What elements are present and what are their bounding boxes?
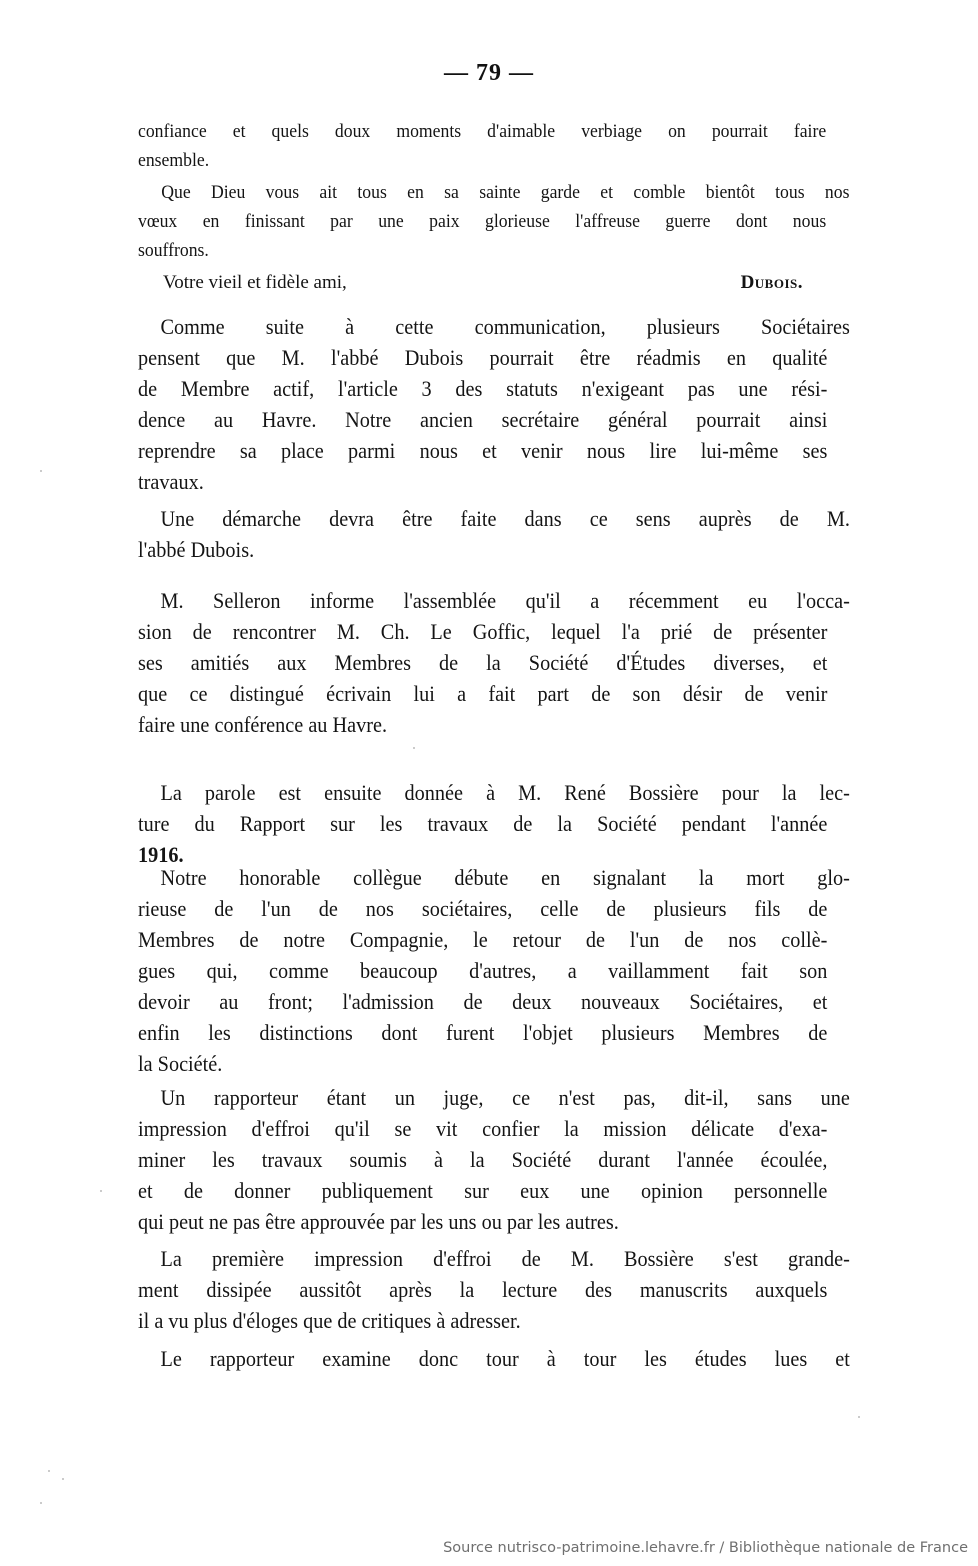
text-line: Notre honorable collègue débute en signalant la mort glo-: [160, 865, 850, 890]
text-line: dence au Havre. Notre ancien secrétaire général pourrait ainsi: [138, 407, 828, 432]
text-line: devoir au front; l'admission de deux nouveaux Sociétaires, et: [138, 989, 828, 1014]
text-line: ture du Rapport sur les travaux de la Société pendant l'année: [138, 811, 828, 836]
text-line: Un rapporteur étant un juge, ce n'est pas, dit-il, sans une: [160, 1085, 850, 1110]
scan-speck: [413, 747, 415, 749]
paragraph: [138, 777, 850, 870]
page-number: — 79 —: [444, 60, 534, 86]
scan-speck: [62, 1478, 64, 1480]
text-line: faire une conférence au Havre.: [138, 712, 388, 737]
paragraph: [138, 1343, 850, 1374]
text-line: 1916.: [138, 842, 184, 867]
paragraph: [138, 862, 850, 1079]
text-line: Comme suite à cette communication, plusieurs Sociétaires: [160, 314, 850, 339]
scan-speck: [40, 1502, 42, 1504]
source-credit: Source nutrisco-patrimoine.lehavre.fr / Bibliothèque nationale de France: [443, 1540, 968, 1556]
text-line: Le rapporteur examine donc tour à tour les études lues et: [160, 1346, 850, 1371]
text-line: de Membre actif, l'article 3 des statuts n'exigeant pas une rési-: [138, 376, 828, 401]
text-line: reprendre sa place parmi nous et venir nous lire lui-même ses: [138, 438, 828, 463]
scan-speck: [858, 1416, 860, 1418]
letter-line: Que Dieu vous ait tous en sa sainte garde et comble bientôt tous nos: [161, 182, 850, 203]
text-line: Une démarche devra être faite dans ce sens auprès de M.: [160, 506, 850, 531]
text-line: impression d'effroi qu'il se vit confier la mission délicate d'exa-: [138, 1116, 828, 1141]
text-line: enfin les distinctions dont furent l'objet plusieurs Membres de: [138, 1020, 828, 1045]
paragraph: [138, 1082, 850, 1237]
text-line: pensent que M. l'abbé Dubois pourrait être réadmis en qualité: [138, 345, 828, 370]
paragraph: [138, 585, 850, 740]
text-line: miner les travaux soumis à la Société durant l'année écoulée,: [138, 1147, 828, 1172]
letter-signoff: [163, 268, 803, 297]
letter-closing: Votre vieil et fidèle ami,: [163, 272, 347, 293]
letter-excerpt: [138, 117, 850, 265]
text-line: il a vu plus d'éloges que de critiques à adresser.: [138, 1308, 521, 1333]
paragraph: [138, 503, 850, 565]
text-line: ses amitiés aux Membres de la Société d'Études diverses, et: [138, 650, 828, 675]
text-line: rieuse de l'un de nos sociétaires, celle de plusieurs fils de: [138, 896, 828, 921]
text-line: gues qui, comme beaucoup d'autres, a vaillamment fait son: [138, 958, 828, 983]
letter-line: vœux en finissant par une paix glorieuse l'affreuse guerre dont nous: [138, 211, 827, 232]
text-line: et de donner publiquement sur eux une opinion personnelle: [138, 1178, 828, 1203]
paragraph: [138, 1243, 850, 1336]
letter-line: souffrons.: [138, 240, 209, 261]
text-line: La parole est ensuite donnée à M. René Bossière pour la lec-: [160, 780, 850, 805]
text-line: ment dissipée aussitôt après la lecture des manuscrits auxquels: [138, 1277, 828, 1302]
text-line: Membres de notre Compagnie, le retour de l'un de nos collè-: [138, 927, 828, 952]
letter-line: confiance et quels doux moments d'aimable verbiage on pourrait faire: [138, 121, 827, 142]
letter-signature: Dubois.: [740, 272, 803, 293]
paragraph: [138, 311, 850, 497]
text-line: l'abbé Dubois.: [138, 537, 255, 562]
scan-speck: [100, 1190, 102, 1192]
text-line: La première impression d'effroi de M. Bossière s'est grande-: [160, 1246, 850, 1271]
text-line: la Société.: [138, 1051, 223, 1076]
scan-speck: [48, 1470, 50, 1472]
text-line: sion de rencontrer M. Ch. Le Goffic, lequel l'a prié de présenter: [138, 619, 828, 644]
letter-line: ensemble.: [138, 150, 210, 171]
text-line: qui peut ne pas être approuvée par les uns ou par les autres.: [138, 1209, 619, 1234]
scan-speck: [40, 470, 42, 472]
text-line: M. Selleron informe l'assemblée qu'il a récemment eu l'occa-: [160, 588, 850, 613]
text-line: que ce distingué écrivain lui a fait part de son désir de venir: [138, 681, 828, 706]
text-line: travaux.: [138, 469, 204, 494]
